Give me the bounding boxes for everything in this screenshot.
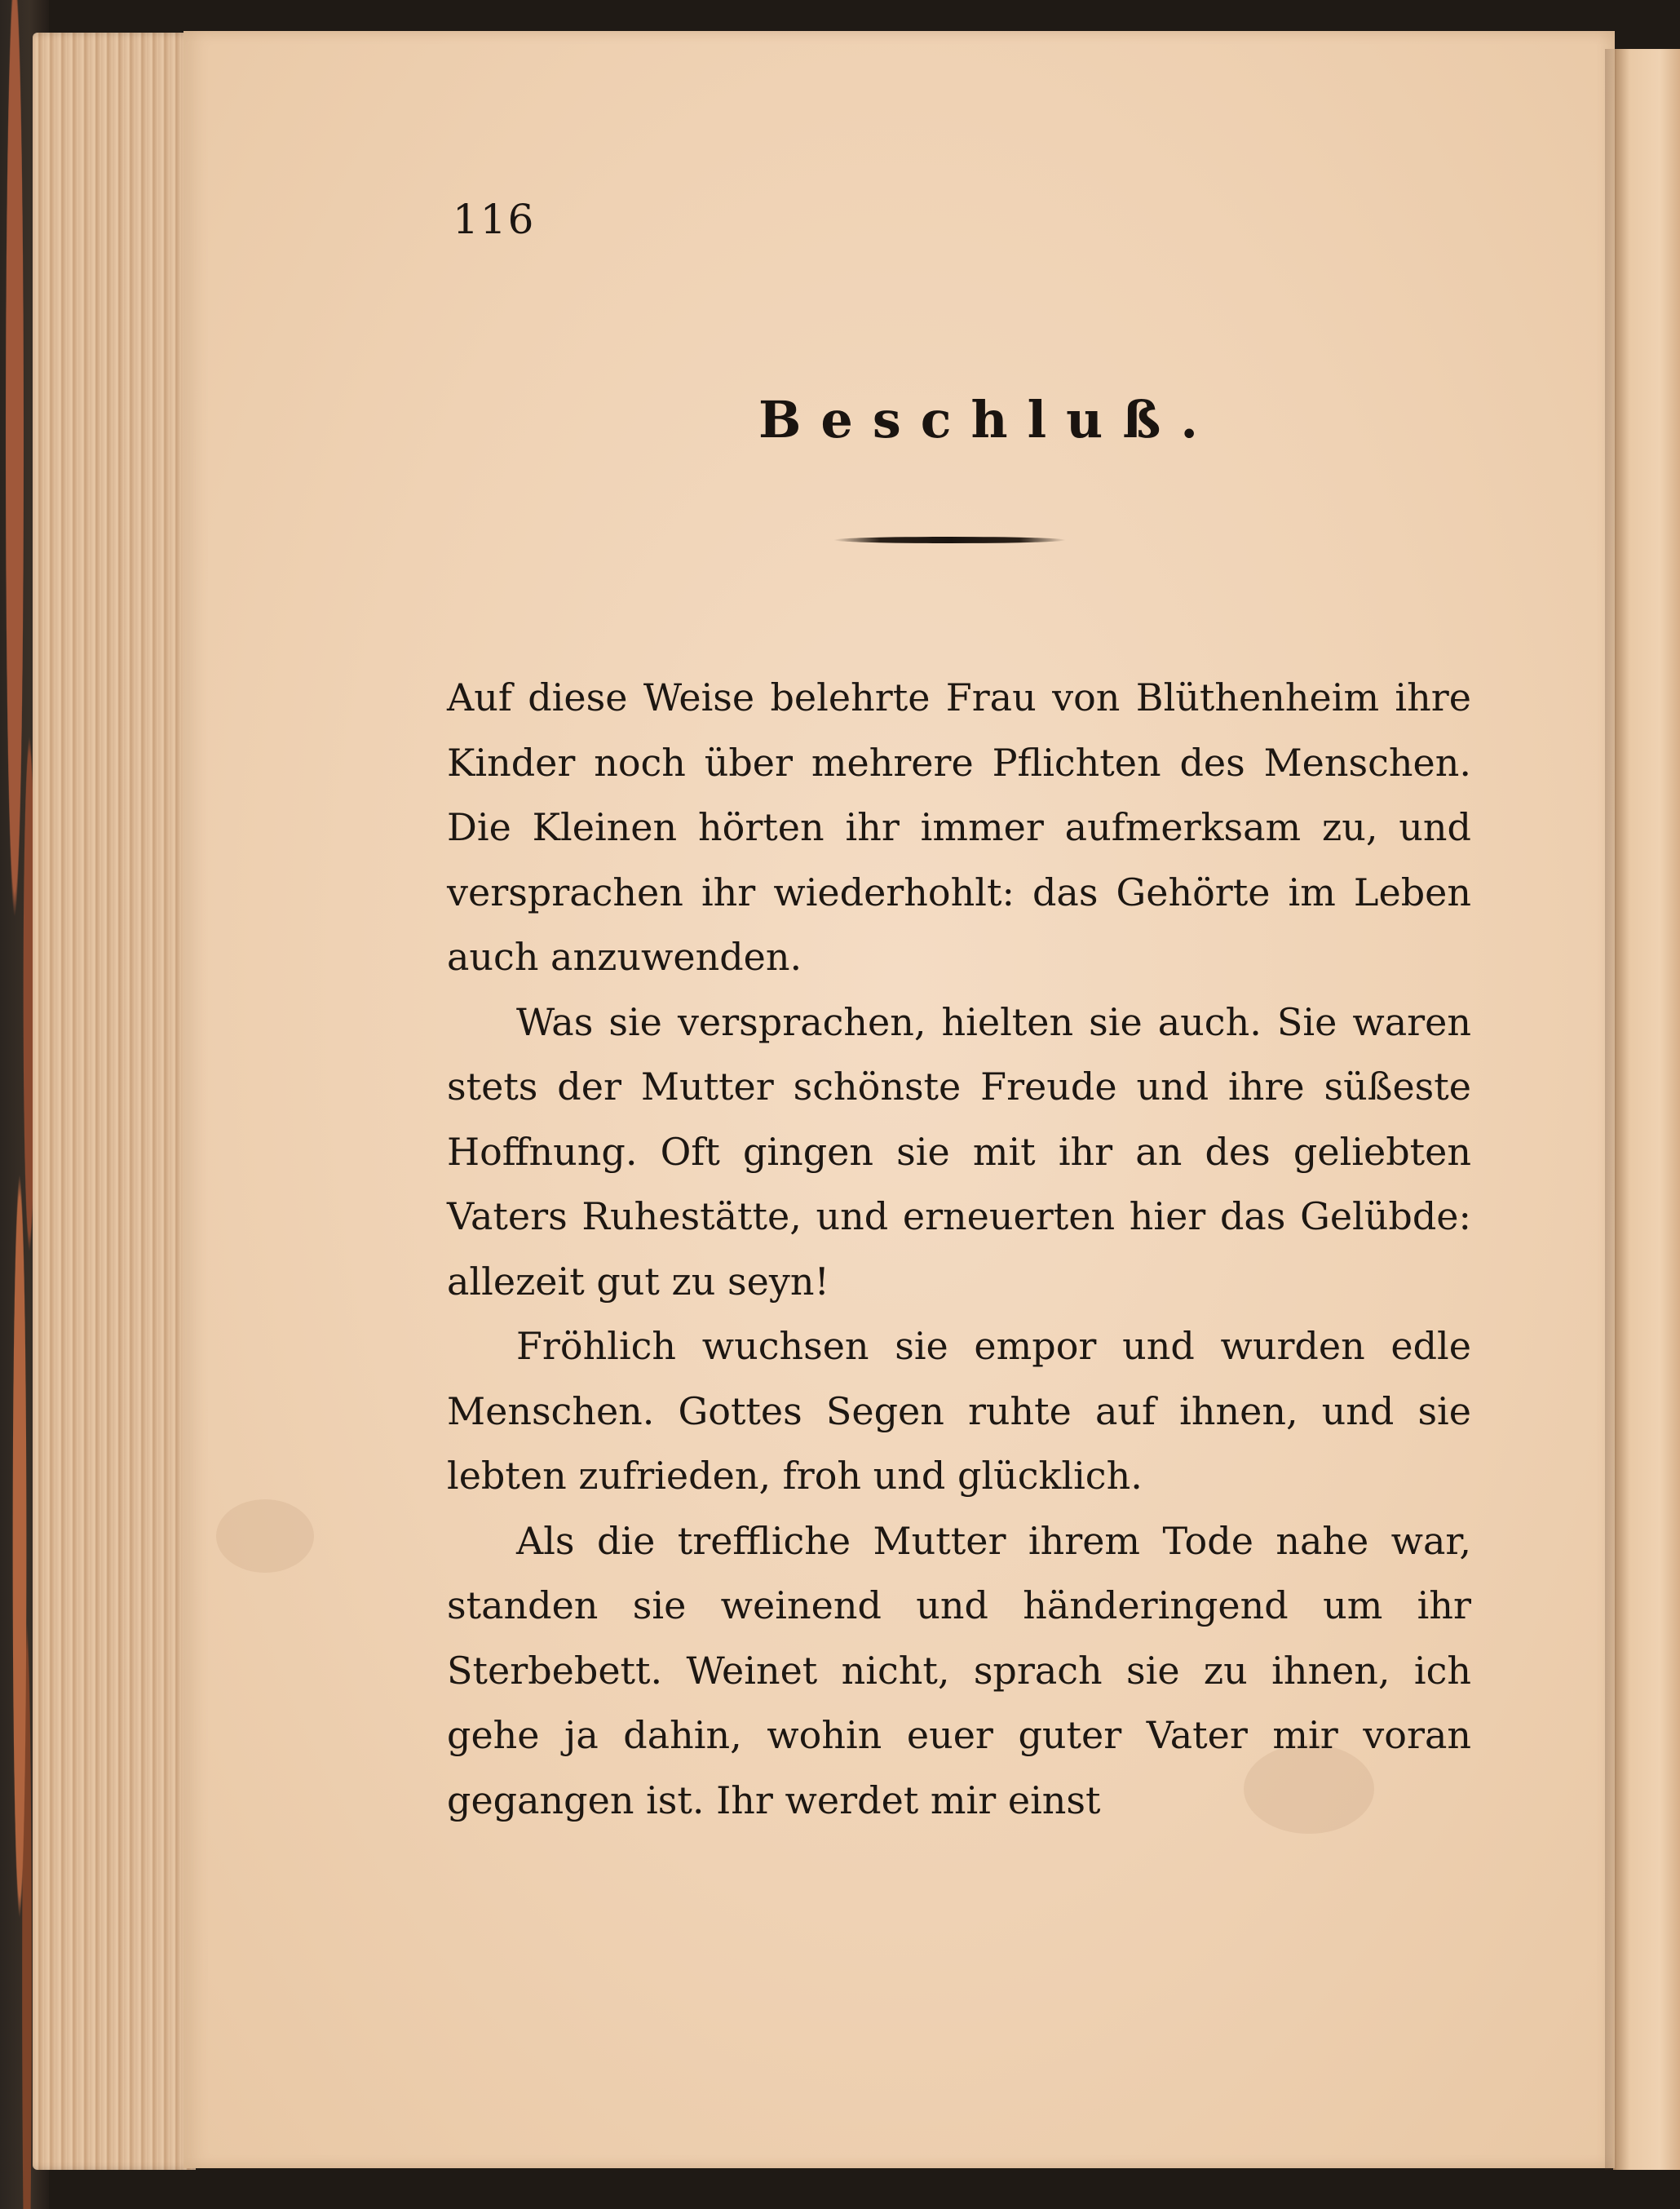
page-number: 116: [453, 196, 536, 243]
paragraph: Fröhlich wuchsen sie empor und wurden edle Menschen. Gottes Segen ruhte auf ihnen, und sie lebten zufrieden, froh und glücklich.: [447, 1324, 1471, 1498]
page-edges: [33, 33, 196, 2170]
paragraph: Als die treffliche Mutter ihrem Tode nahe war, standen sie weinend und händeringend um ihr Sterbebett. Weinet nicht, sprach sie zu ihnen, ich gehe ja dahin, wohin euer guter Vater mir voran gegangen ist. Ihr werdet mir einst: [447, 1518, 1471, 1822]
title-ornament-rule: [833, 537, 1066, 543]
paragraph: Auf diese Weise belehrte Frau von Blüthenheim ihre Kinder noch über mehrere Pflichten des Menschen. Die Kleinen hörten ihr immer aufmerksam zu, und versprachen ihr wiederhohlt: das Gehörte im Leben auch anzuwenden.: [447, 675, 1471, 979]
gutter-shadow: [1605, 49, 1616, 2170]
body-text: [447, 666, 1471, 1833]
paragraph: Was sie versprachen, hielten sie auch. Sie waren stets der Mutter schönste Freude und ihre süßeste Hoffnung. Oft gingen sie mit ihr an des geliebten Vaters Ruhestätte, und erneuerten hier das Gelübde: allezeit gut zu seyn!: [447, 999, 1471, 1304]
chapter-title: Beschluß.: [758, 390, 1218, 449]
facing-page: [1613, 49, 1680, 2170]
paper-stain: [216, 1499, 314, 1573]
